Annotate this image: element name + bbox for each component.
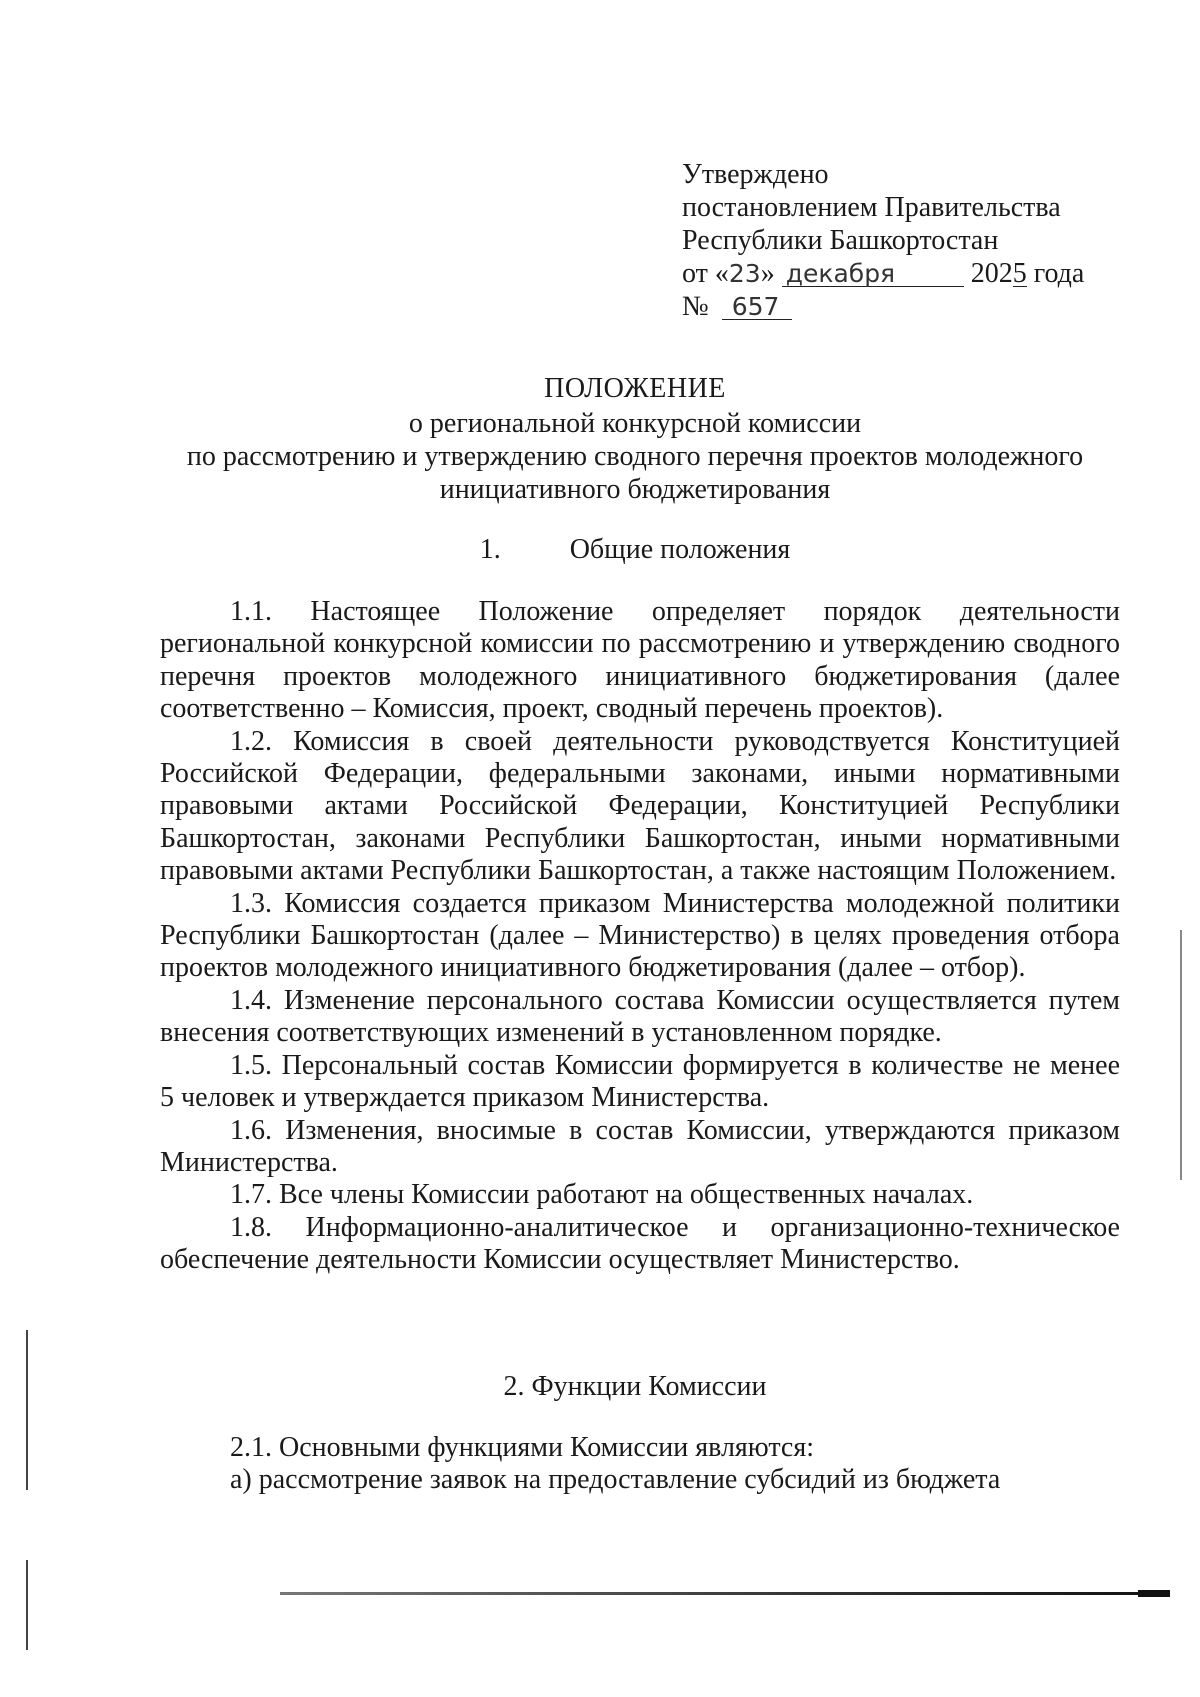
bottom-rule-end	[1138, 1590, 1170, 1597]
paragraph-1-8: 1.8. Информационно-аналитическое и организационно-техническое обеспечение деятельности Комиссии осуществляет Министерство.	[160, 1211, 1120, 1276]
date-month-field	[782, 259, 964, 288]
approval-line-3: Республики Башкортостан	[682, 225, 999, 256]
section-1-number: 1.	[479, 534, 501, 565]
title-line-1: ПОЛОЖЕНИЕ	[544, 373, 726, 404]
date-prefix: от «	[682, 258, 729, 289]
approval-block	[682, 158, 1142, 323]
date-suffix: года	[1026, 258, 1085, 289]
section-1-heading	[150, 533, 1120, 566]
paragraph-1-3: 1.3. Комиссия создается приказом Министерства молодежной политики Республики Башкортостан (далее – Министерство) в целях проведения отбора проектов молодежного инициативного бюджетирования (далее – отбор).	[160, 887, 1120, 984]
date-year-digit: 5	[1012, 258, 1027, 289]
scan-artifact-right	[1180, 930, 1182, 1180]
paragraph-1-1: 1.1. Настоящее Положение определяет порядок деятельности региональной конкурсной комиссии по рассмотрению и утверждению сводного перечня проектов молодежного инициативного бюджетирования (далее соответственно – Комиссия, проект, сводный перечень проектов).	[160, 596, 1120, 725]
approval-number-line	[682, 290, 1142, 323]
paragraph-1-5: 1.5. Персональный состав Комиссии формируется в количестве не менее 5 человек и утверждается приказом Министерства.	[160, 1049, 1120, 1114]
title-line-4: инициативного бюджетирования	[439, 474, 831, 505]
scan-artifact-left-lower	[26, 1560, 28, 1650]
section-1-title: Общие положения	[569, 534, 791, 565]
bottom-rule	[280, 1592, 1170, 1595]
number-sign: №	[682, 291, 709, 322]
approval-date-line	[682, 257, 1142, 290]
approval-line-2: постановлением Правительства	[682, 192, 1061, 223]
paragraph-1-6: 1.6. Изменения, вносимые в состав Комиссии, утверждаются приказом Министерства.	[160, 1114, 1120, 1178]
section-2-heading: 2. Функции Комиссии	[503, 1371, 767, 1402]
paragraph-2-a: а) рассмотрение заявок на предоставление субсидий из бюджета	[230, 1464, 1001, 1496]
date-mid: »	[760, 258, 775, 289]
date-month: декабря	[785, 259, 896, 288]
title-line-2: о региональной конкурсной комиссии	[408, 408, 862, 439]
approval-line-1: Утверждено	[682, 159, 829, 190]
paragraph-1-7: 1.7. Все члены Комиссии работают на общественных началах.	[230, 1179, 974, 1211]
paragraph-2-1: 2.1. Основными функциями Комиссии являются:	[230, 1432, 815, 1463]
section-1-body	[160, 596, 1120, 1277]
number-field	[722, 292, 792, 321]
document-title	[150, 372, 1120, 506]
scan-artifact-left	[26, 1330, 28, 1490]
date-year-prefix: 202	[970, 258, 1013, 289]
section-2-body	[160, 1432, 1120, 1497]
paragraph-1-4: 1.4. Изменение персонального состава Комиссии осуществляется путем внесения соответствующих изменений в установленном порядке.	[160, 984, 1120, 1049]
paragraph-1-2: 1.2. Комиссия в своей деятельности руководствуется Конституцией Российской Федерации, федеральными законами, иными нормативными правовыми актами Российской Федерации, Конституцией Республики Башкортостан, законами Республики Башкортостан, иными нормативными правовыми актами Республики Башкортостан, а также настоящим Положением.	[160, 725, 1120, 887]
date-day: 23	[728, 259, 761, 288]
number-value: 657	[731, 292, 780, 321]
title-line-3: по рассмотрению и утверждению сводного перечня проектов молодежного	[186, 441, 1084, 472]
